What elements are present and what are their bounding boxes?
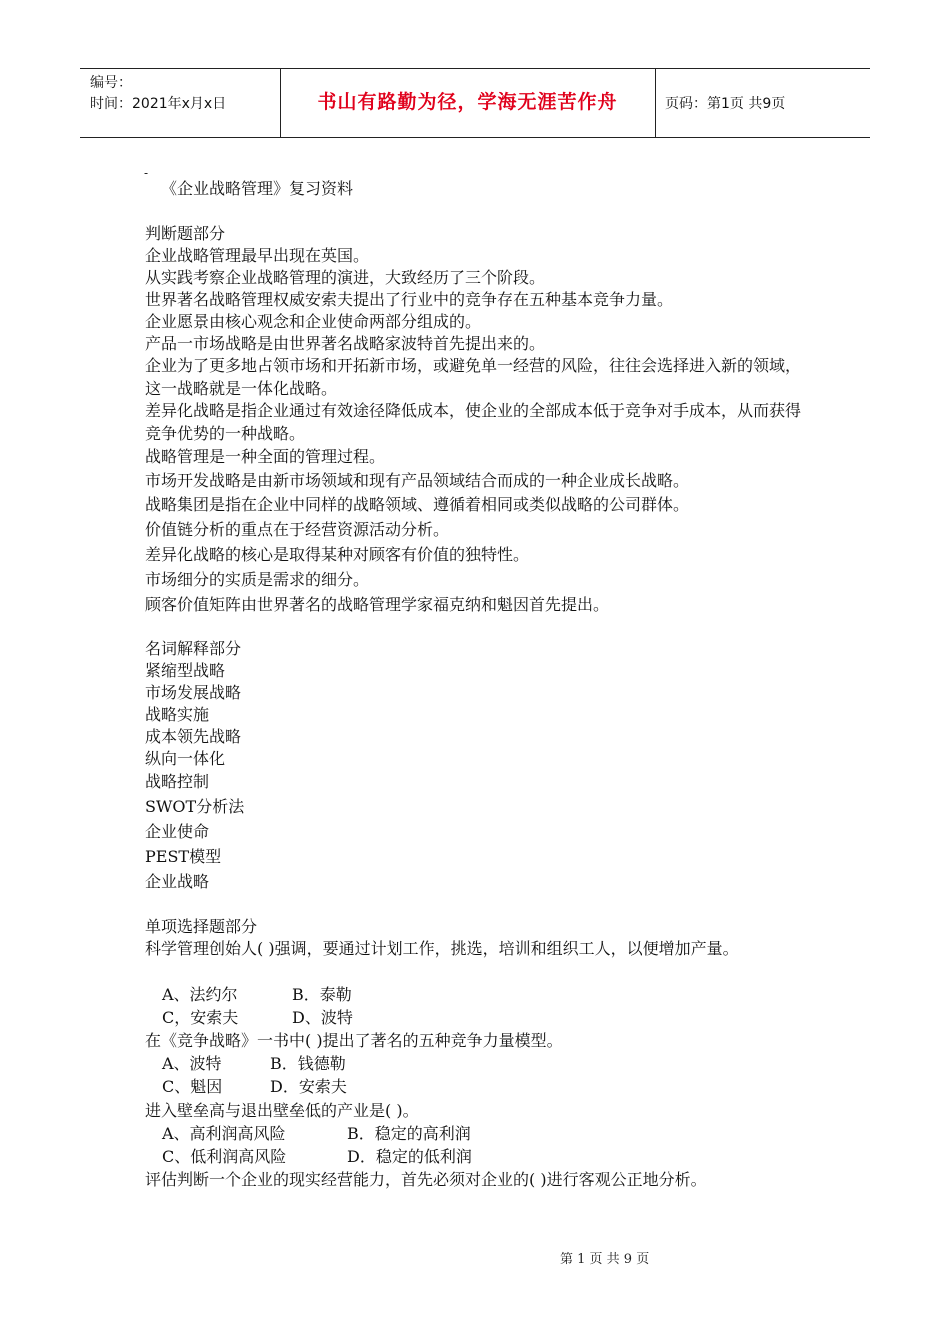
term-item: SWOT分析法 xyxy=(145,797,245,816)
tf-item: 差异化战略是指企业通过有效途径降低成本，使企业的全部成本低于竞争对手成本，从而获得竞争优势的一种战略。 xyxy=(145,401,802,443)
term-item: 纵向一体化 xyxy=(145,749,226,768)
term-item: 紧缩型战略 xyxy=(145,661,226,680)
mc-option: D．安索夫 xyxy=(270,1077,347,1096)
term-item: PEST模型 xyxy=(145,847,222,866)
section-heading-multiple-choice: 单项选择题部分 xyxy=(145,917,258,936)
term-item: 市场发展战略 xyxy=(145,683,242,702)
tf-item: 顾客价值矩阵由世界著名的战略管理学家福克纳和魁因首先提出。 xyxy=(145,595,610,614)
mc-option: A、高利润高风险 xyxy=(162,1124,286,1143)
mc-option: B．钱德勒 xyxy=(270,1054,346,1073)
mc-option: B．稳定的高利润 xyxy=(347,1124,471,1143)
tf-item: 市场细分的实质是需求的细分。 xyxy=(145,570,370,589)
mc-option: A、波特 xyxy=(162,1054,222,1073)
header-divider xyxy=(655,69,656,137)
mc-option: B．泰勒 xyxy=(292,985,352,1004)
tf-item: 世界著名战略管理权威安索夫提出了行业中的竞争存在五种基本竞争力量。 xyxy=(145,290,674,309)
tf-item: 差异化战略的核心是取得某种对顾客有价值的独特性。 xyxy=(145,545,530,564)
tf-item: 企业战略管理最早出现在英国。 xyxy=(145,246,370,265)
mc-option: C、魁因 xyxy=(162,1077,223,1096)
header-motto: 书山有路勤为径，学海无涯苦作舟 xyxy=(317,91,618,113)
mc-question: 科学管理创始人( )强调，要通过计划工作，挑选，培训和组织工人，以便增加产量。 xyxy=(145,939,739,958)
section-heading-true-false: 判断题部分 xyxy=(145,224,226,243)
tf-item: 战略集团是指在企业中同样的战略领域、遵循着相同或类似战略的公司群体。 xyxy=(145,495,690,514)
header-page-info: 页码：第1页 共9页 xyxy=(665,96,786,112)
mc-option: D．稳定的低利润 xyxy=(347,1147,472,1166)
mc-option: A、法约尔 xyxy=(162,985,238,1004)
mc-option: D、波特 xyxy=(292,1008,353,1027)
term-item: 成本领先战略 xyxy=(145,727,242,746)
dash-mark: - xyxy=(144,166,149,180)
mc-question: 进入壁垒高与退出壁垒低的产业是( )。 xyxy=(145,1101,419,1120)
mc-option: C、低利润高风险 xyxy=(162,1147,287,1166)
mc-question: 评估判断一个企业的现实经营能力，首先必须对企业的( )进行客观公正地分析。 xyxy=(145,1170,707,1189)
term-item: 战略控制 xyxy=(145,772,210,791)
term-item: 企业使命 xyxy=(145,822,210,841)
tf-item: 产品一市场战略是由世界著名战略家波特首先提出来的。 xyxy=(145,334,546,353)
document-title: 《企业战略管理》复习资料 xyxy=(161,179,354,198)
term-item: 企业战略 xyxy=(145,872,210,891)
mc-question: 在《竞争战略》一书中( )提出了著名的五种竞争力量模型。 xyxy=(145,1031,563,1050)
mc-option: C，安索夫 xyxy=(162,1008,239,1027)
doc-number-label: 编号： xyxy=(90,75,132,91)
tf-item: 企业愿景由核心观念和企业使命两部分组成的。 xyxy=(145,312,482,331)
footer-page-number: 第 1 页 共 9 页 xyxy=(560,1252,650,1267)
tf-item: 战略管理是一种全面的管理过程。 xyxy=(145,447,386,466)
header-meta xyxy=(90,73,280,115)
page-header xyxy=(80,68,870,138)
doc-date-label: 时间：2021年x月x日 xyxy=(90,96,227,112)
tf-item: 市场开发战略是由新市场领域和现有产品领域结合而成的一种企业成长战略。 xyxy=(145,471,690,490)
tf-item: 价值链分析的重点在于经营资源活动分析。 xyxy=(145,520,450,539)
tf-item: 从实践考察企业战略管理的演进，大致经历了三个阶段。 xyxy=(145,268,546,287)
tf-item: 企业为了更多地占领市场和开拓新市场，或避免单一经营的风险，往往会选择进入新的领域，这一战略就是一体化战略。 xyxy=(145,356,802,398)
section-heading-terms: 名词解释部分 xyxy=(145,639,242,658)
term-item: 战略实施 xyxy=(145,705,210,724)
